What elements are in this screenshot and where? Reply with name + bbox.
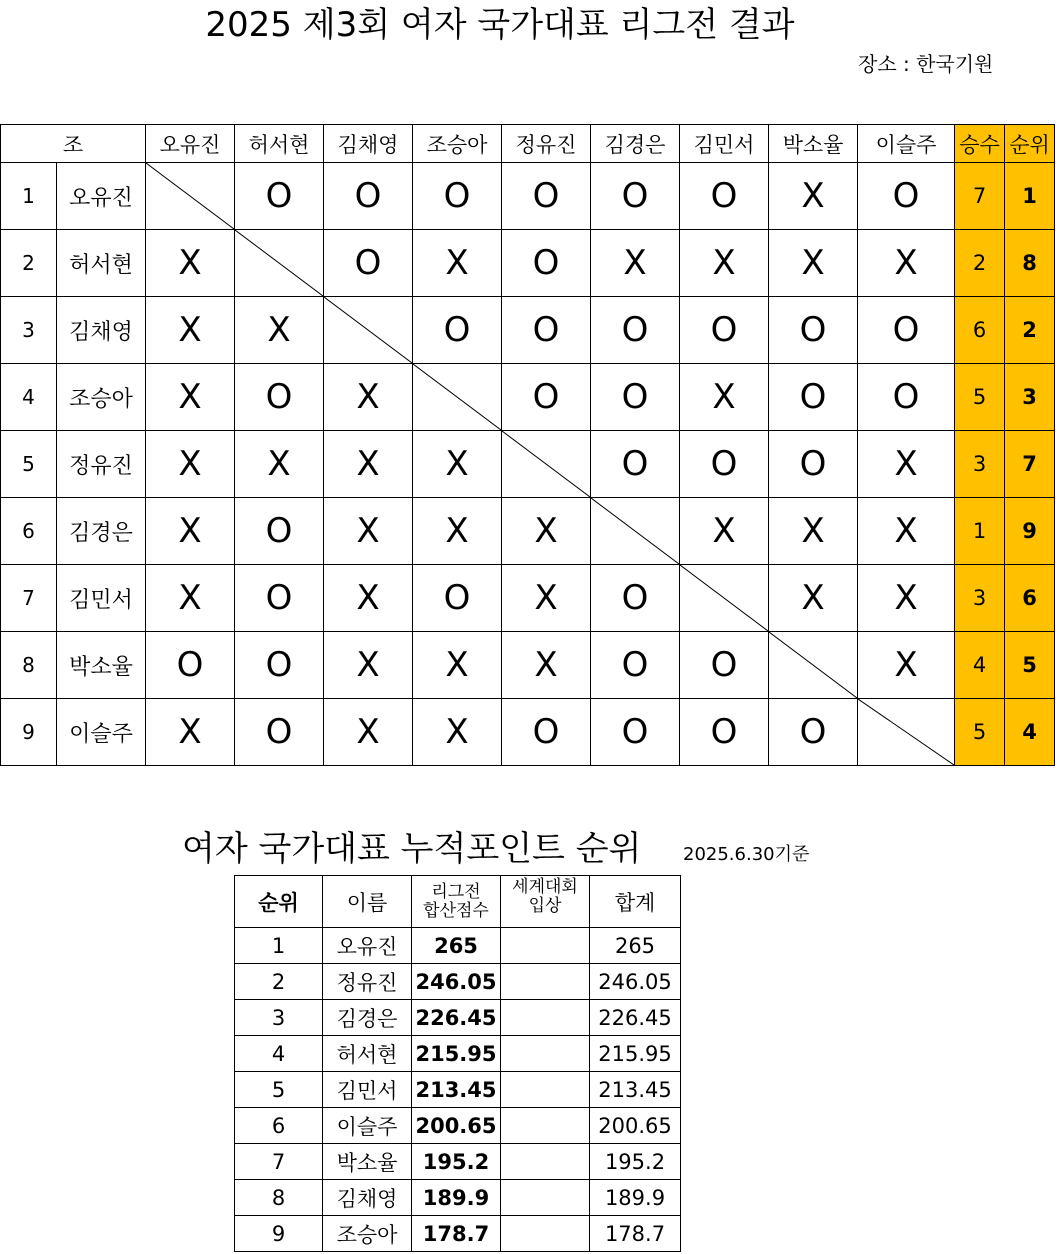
- header-wins: 승수: [955, 125, 1005, 163]
- points-row: [235, 1144, 681, 1180]
- league-row: [1, 230, 1055, 297]
- match-result: O: [591, 163, 680, 230]
- player-name: 오유진: [323, 928, 412, 964]
- player-name: 이슬주: [323, 1108, 412, 1144]
- self-match-cell: [680, 565, 769, 632]
- rank-value: 8: [1005, 230, 1055, 297]
- match-result: X: [235, 431, 324, 498]
- world-award: [501, 928, 590, 964]
- points-row: [235, 964, 681, 1000]
- player-name: 조승아: [57, 364, 146, 431]
- self-match-cell: [146, 163, 235, 230]
- world-award: [501, 1036, 590, 1072]
- total-score: 246.05: [590, 964, 681, 1000]
- league-score: 215.95: [412, 1036, 501, 1072]
- match-result: X: [324, 498, 413, 565]
- match-result: O: [502, 364, 591, 431]
- points-row: [235, 1036, 681, 1072]
- self-match-cell: [769, 632, 858, 699]
- rank-value: 8: [235, 1180, 323, 1216]
- match-result: O: [769, 297, 858, 364]
- points-row: [235, 928, 681, 964]
- group-number: 8: [1, 632, 57, 699]
- player-name: 김경은: [57, 498, 146, 565]
- points-title: 여자 국가대표 누적포인트 순위: [182, 829, 642, 869]
- wins-value: 6: [955, 297, 1005, 364]
- player-name: 김채영: [323, 1180, 412, 1216]
- match-result: X: [591, 230, 680, 297]
- league-score: 246.05: [412, 964, 501, 1000]
- self-match-cell: [413, 364, 502, 431]
- header-league-line1: 리그전: [431, 881, 481, 902]
- total-score: 200.65: [590, 1108, 681, 1144]
- league-row: [1, 565, 1055, 632]
- header-player: 정유진: [502, 125, 591, 163]
- header-name: 이름: [323, 876, 412, 928]
- league-row: [1, 699, 1055, 766]
- match-result: O: [680, 297, 769, 364]
- diagonal-line: [858, 699, 954, 765]
- match-result: X: [858, 431, 955, 498]
- match-result: X: [146, 699, 235, 766]
- league-score: 200.65: [412, 1108, 501, 1144]
- match-result: O: [324, 230, 413, 297]
- rank-value: 3: [1005, 364, 1055, 431]
- match-result: X: [413, 699, 502, 766]
- self-match-cell: [591, 498, 680, 565]
- points-row: [235, 1072, 681, 1108]
- rank-value: 7: [1005, 431, 1055, 498]
- match-result: O: [235, 498, 324, 565]
- group-number: 3: [1, 297, 57, 364]
- match-result: O: [235, 699, 324, 766]
- league-score: 265: [412, 928, 501, 964]
- self-match-cell: [235, 230, 324, 297]
- match-result: O: [858, 364, 955, 431]
- league-results-table: [0, 124, 1055, 766]
- match-result: X: [502, 632, 591, 699]
- wins-value: 7: [955, 163, 1005, 230]
- rank-value: 4: [235, 1036, 323, 1072]
- league-row: [1, 431, 1055, 498]
- total-score: 215.95: [590, 1036, 681, 1072]
- match-result: O: [591, 297, 680, 364]
- rank-value: 9: [235, 1216, 323, 1252]
- wins-value: 3: [955, 565, 1005, 632]
- player-name: 허서현: [57, 230, 146, 297]
- diagonal-line: [324, 297, 412, 363]
- rank-value: 2: [235, 964, 323, 1000]
- match-result: O: [680, 699, 769, 766]
- player-name: 김경은: [323, 1000, 412, 1036]
- match-result: X: [858, 498, 955, 565]
- diagonal-line: [680, 565, 768, 631]
- group-number: 5: [1, 431, 57, 498]
- total-score: 195.2: [590, 1144, 681, 1180]
- match-result: X: [680, 364, 769, 431]
- diagonal-line: [235, 230, 323, 296]
- header-rank: 순위: [1005, 125, 1055, 163]
- header-player: 김경은: [591, 125, 680, 163]
- match-result: O: [591, 699, 680, 766]
- match-result: X: [146, 230, 235, 297]
- match-result: X: [502, 498, 591, 565]
- match-result: X: [769, 565, 858, 632]
- match-result: X: [413, 431, 502, 498]
- self-match-cell: [502, 431, 591, 498]
- match-result: X: [769, 163, 858, 230]
- group-number: 1: [1, 163, 57, 230]
- header-world-line1: 세계대회: [512, 877, 578, 897]
- wins-value: 3: [955, 431, 1005, 498]
- match-result: O: [680, 632, 769, 699]
- wins-value: 4: [955, 632, 1005, 699]
- group-number: 6: [1, 498, 57, 565]
- rank-value: 1: [1005, 163, 1055, 230]
- rank-value: 6: [1005, 565, 1055, 632]
- match-result: X: [324, 565, 413, 632]
- match-result: X: [858, 632, 955, 699]
- match-result: X: [146, 565, 235, 632]
- header-player: 이슬주: [858, 125, 955, 163]
- total-score: 178.7: [590, 1216, 681, 1252]
- match-result: X: [324, 699, 413, 766]
- match-result: X: [324, 632, 413, 699]
- diagonal-line: [591, 498, 679, 564]
- match-result: O: [235, 364, 324, 431]
- match-result: X: [858, 230, 955, 297]
- match-result: O: [146, 632, 235, 699]
- rank-value: 6: [235, 1108, 323, 1144]
- league-header-row: [1, 125, 1055, 163]
- match-result: X: [680, 498, 769, 565]
- total-score: 265: [590, 928, 681, 964]
- league-row: [1, 498, 1055, 565]
- match-result: X: [769, 230, 858, 297]
- diagonal-line: [769, 632, 857, 698]
- match-result: O: [591, 364, 680, 431]
- league-score: 178.7: [412, 1216, 501, 1252]
- league-row: [1, 632, 1055, 699]
- match-result: X: [235, 297, 324, 364]
- league-score: 195.2: [412, 1144, 501, 1180]
- player-name: 이슬주: [57, 699, 146, 766]
- rank-value: 3: [235, 1000, 323, 1036]
- diagonal-line: [502, 431, 590, 497]
- points-row: [235, 1216, 681, 1252]
- league-row: [1, 163, 1055, 230]
- header-player: 박소율: [769, 125, 858, 163]
- wins-value: 2: [955, 230, 1005, 297]
- header-group: 조: [1, 125, 146, 163]
- match-result: X: [858, 565, 955, 632]
- header-league-score: [412, 876, 501, 928]
- match-result: O: [858, 297, 955, 364]
- match-result: X: [146, 498, 235, 565]
- total-score: 226.45: [590, 1000, 681, 1036]
- match-result: O: [680, 163, 769, 230]
- player-name: 박소율: [57, 632, 146, 699]
- self-match-cell: [324, 297, 413, 364]
- world-award: [501, 1216, 590, 1252]
- match-result: O: [858, 163, 955, 230]
- wins-value: 5: [955, 699, 1005, 766]
- venue-label: 장소 : 한국기원: [858, 52, 994, 76]
- player-name: 박소율: [323, 1144, 412, 1180]
- league-score: 189.9: [412, 1180, 501, 1216]
- page-title: 2025 제3회 여자 국가대표 리그전 결과: [205, 5, 795, 45]
- match-result: O: [591, 431, 680, 498]
- world-award: [501, 1072, 590, 1108]
- group-number: 2: [1, 230, 57, 297]
- league-row: [1, 364, 1055, 431]
- header-total: 합계: [590, 876, 681, 928]
- header-world-award: [501, 876, 590, 928]
- league-row: [1, 297, 1055, 364]
- total-score: 189.9: [590, 1180, 681, 1216]
- wins-value: 5: [955, 364, 1005, 431]
- header-player: 김민서: [680, 125, 769, 163]
- match-result: X: [413, 230, 502, 297]
- match-result: O: [502, 699, 591, 766]
- match-result: O: [413, 565, 502, 632]
- match-result: O: [413, 163, 502, 230]
- player-name: 정유진: [57, 431, 146, 498]
- rank-value: 9: [1005, 498, 1055, 565]
- match-result: O: [502, 230, 591, 297]
- match-result: X: [769, 498, 858, 565]
- match-result: O: [769, 699, 858, 766]
- match-result: X: [146, 297, 235, 364]
- points-row: [235, 1000, 681, 1036]
- rank-value: 5: [235, 1072, 323, 1108]
- match-result: O: [591, 565, 680, 632]
- header-player: 김채영: [324, 125, 413, 163]
- group-number: 7: [1, 565, 57, 632]
- rank-value: 7: [235, 1144, 323, 1180]
- match-result: X: [413, 498, 502, 565]
- player-name: 김민서: [57, 565, 146, 632]
- league-score: 213.45: [412, 1072, 501, 1108]
- player-name: 허서현: [323, 1036, 412, 1072]
- match-result: X: [324, 431, 413, 498]
- match-result: O: [235, 632, 324, 699]
- match-result: X: [146, 364, 235, 431]
- points-row: [235, 1180, 681, 1216]
- match-result: O: [591, 632, 680, 699]
- points-date: 2025.6.30기준: [683, 844, 810, 865]
- player-name: 조승아: [323, 1216, 412, 1252]
- rank-value: 5: [1005, 632, 1055, 699]
- match-result: O: [235, 565, 324, 632]
- player-name: 김채영: [57, 297, 146, 364]
- match-result: O: [324, 163, 413, 230]
- group-number: 9: [1, 699, 57, 766]
- match-result: O: [769, 364, 858, 431]
- match-result: X: [146, 431, 235, 498]
- match-result: O: [769, 431, 858, 498]
- match-result: X: [680, 230, 769, 297]
- rank-value: 2: [1005, 297, 1055, 364]
- world-award: [501, 1180, 590, 1216]
- header-world-line2: 입상: [528, 896, 562, 916]
- league-score: 226.45: [412, 1000, 501, 1036]
- points-header-row: [235, 876, 681, 928]
- player-name: 정유진: [323, 964, 412, 1000]
- self-match-cell: [858, 699, 955, 766]
- header-rank: 순위: [235, 876, 323, 928]
- diagonal-line: [413, 364, 501, 430]
- wins-value: 1: [955, 498, 1005, 565]
- group-number: 4: [1, 364, 57, 431]
- world-award: [501, 1108, 590, 1144]
- match-result: O: [413, 297, 502, 364]
- player-name: 오유진: [57, 163, 146, 230]
- match-result: O: [235, 163, 324, 230]
- player-name: 김민서: [323, 1072, 412, 1108]
- rank-value: 1: [235, 928, 323, 964]
- match-result: X: [324, 364, 413, 431]
- match-result: O: [680, 431, 769, 498]
- points-row: [235, 1108, 681, 1144]
- match-result: X: [413, 632, 502, 699]
- header-player: 오유진: [146, 125, 235, 163]
- diagonal-line: [146, 163, 234, 229]
- header-league-line2: 합산점수: [423, 900, 489, 921]
- match-result: O: [502, 297, 591, 364]
- world-award: [501, 964, 590, 1000]
- total-score: 213.45: [590, 1072, 681, 1108]
- points-ranking-table: [234, 875, 681, 1252]
- match-result: O: [502, 163, 591, 230]
- header-player: 허서현: [235, 125, 324, 163]
- world-award: [501, 1144, 590, 1180]
- rank-value: 4: [1005, 699, 1055, 766]
- match-result: X: [502, 565, 591, 632]
- world-award: [501, 1000, 590, 1036]
- header-player: 조승아: [413, 125, 502, 163]
